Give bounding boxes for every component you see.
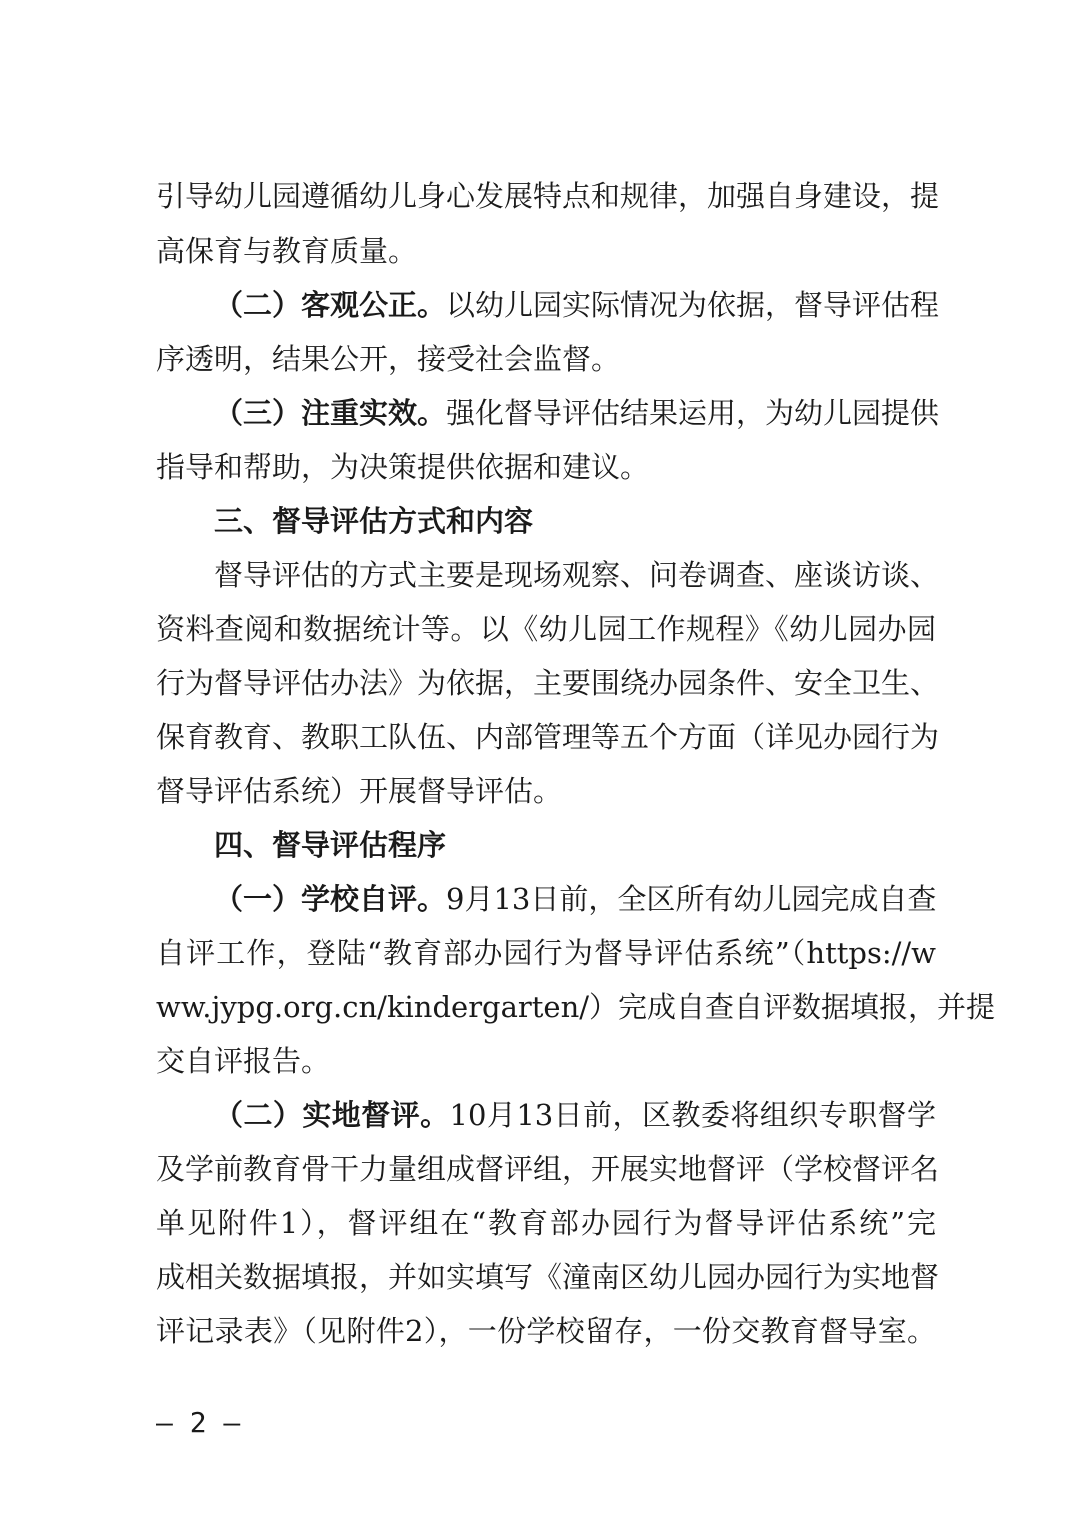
paragraph-line xyxy=(214,881,936,917)
section-title: （二）客观公正。 xyxy=(214,288,447,322)
paragraph-line: 高保育与教育质量。 xyxy=(156,234,418,268)
paragraph-line: 成相关数据填报，并如实填写《潼南区幼儿园办园行为实地督 xyxy=(156,1260,940,1294)
paragraph-line: 督导评估系统）开展督导评估。 xyxy=(156,774,563,808)
paragraph-line: 资料查阅和数据统计等。以《幼儿园工作规程》《幼儿园办园 xyxy=(156,612,936,646)
paragraph-line xyxy=(214,287,940,323)
paragraph-line: 行为督导评估办法》为依据，主要围绕办园条件、安全卫生、 xyxy=(156,666,940,700)
paragraph-line: 指导和帮助，为决策提供依据和建议。 xyxy=(156,450,650,484)
paragraph-line: 保育教育、教职工队伍、内部管理等五个方面（详见办园行为 xyxy=(156,720,940,754)
paragraph-line: 交自评报告。 xyxy=(156,1044,331,1078)
paragraph-text: 10月13日前，区教委将组织专职督学 xyxy=(449,1098,936,1132)
paragraph-text: 以幼儿园实际情况为依据，督导评估程 xyxy=(446,288,940,322)
paragraph-line: 督导评估的方式主要是现场观察、问卷调查、座谈访谈、 xyxy=(214,558,940,592)
paragraph-text: 9月13日前，全区所有幼儿园完成自查 xyxy=(446,882,937,916)
section-title: （一）学校自评。 xyxy=(214,882,447,916)
paragraph-line: 单见附件1），督评组在“教育部办园行为督导评估系统”完 xyxy=(156,1206,936,1240)
paragraph-line: 及学前教育骨干力量组成督评组，开展实地督评（学校督评名 xyxy=(156,1152,940,1186)
section-heading: 四、督导评估程序 xyxy=(214,828,447,862)
paragraph-text: 强化督导评估结果运用，为幼儿园提供 xyxy=(446,396,940,430)
paragraph-line xyxy=(214,395,940,431)
page-number: – 2 – xyxy=(156,1406,241,1439)
paragraph-line: ww.jypg.org.cn/kindergarten/）完成自查自评数据填报，并提 xyxy=(156,990,996,1024)
paragraph-line: 引导幼儿园遵循幼儿身心发展特点和规律，加强自身建设，提 xyxy=(156,179,940,213)
section-title: （二）实地督评。 xyxy=(214,1098,450,1132)
section-heading: 三、督导评估方式和内容 xyxy=(214,504,534,538)
paragraph-line: 评记录表》（见附件2），一份学校留存，一份交教育督导室。 xyxy=(156,1314,936,1348)
paragraph-line: 自评工作，登陆“教育部办园行为督导评估系统”（https://w xyxy=(156,936,936,970)
paragraph-line: 序透明，结果公开，接受社会监督。 xyxy=(156,342,621,376)
paragraph-line xyxy=(214,1097,936,1133)
section-title: （三）注重实效。 xyxy=(214,396,447,430)
